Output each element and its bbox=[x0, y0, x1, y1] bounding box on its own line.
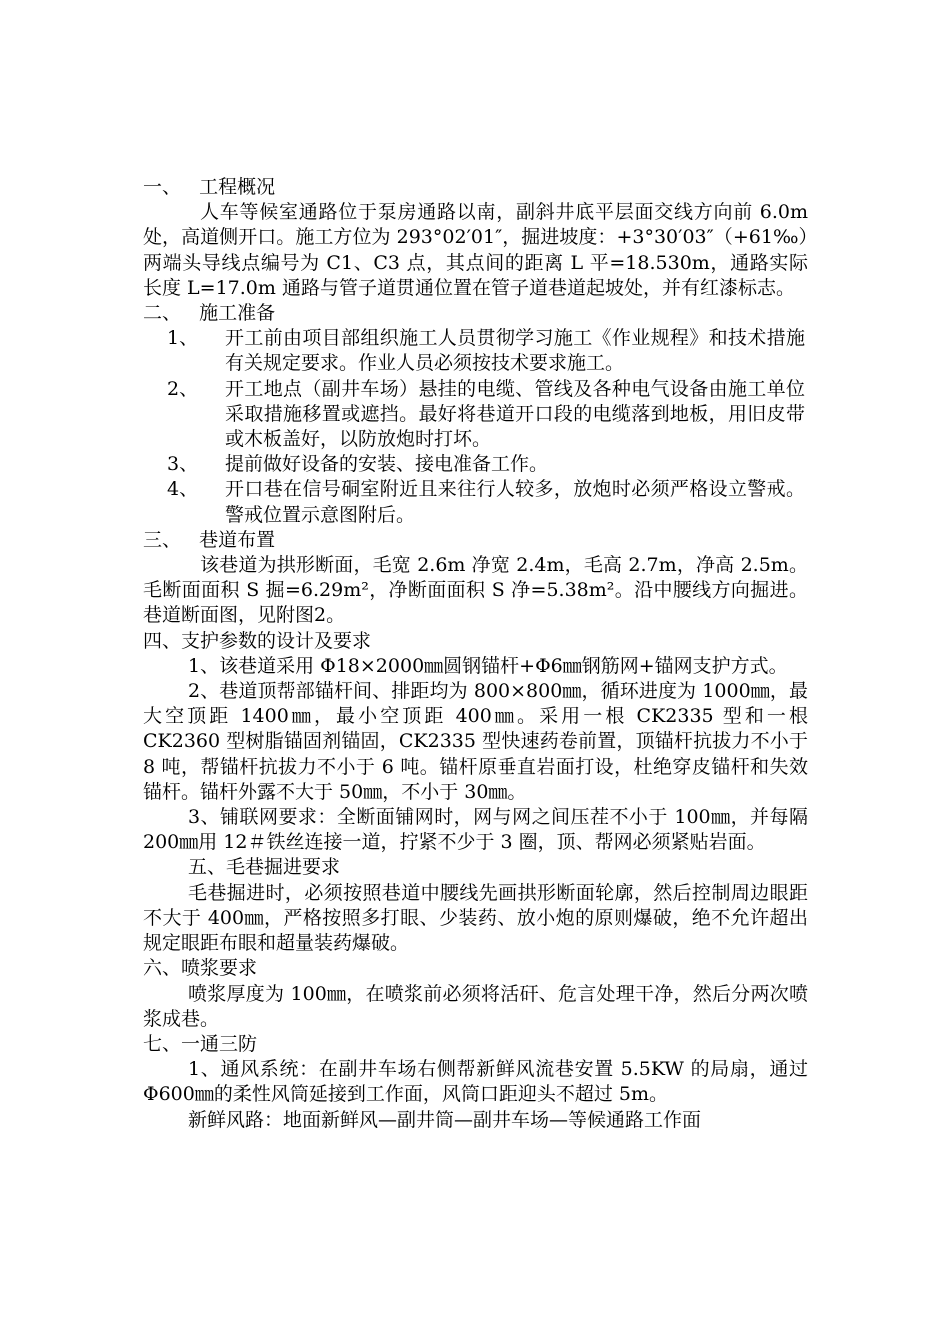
list-item-text: 开工前由项目部组织施工人员贯彻学习施工《作业规程》和技术措施有关规定要求。作业人员必须按技术要求施工。 bbox=[225, 327, 805, 375]
section-5-heading: 五、毛巷掘进要求 bbox=[188, 856, 341, 879]
list-item bbox=[143, 452, 808, 477]
document-body bbox=[143, 175, 808, 1133]
list-item-number: 2、 bbox=[167, 377, 199, 400]
list-item bbox=[143, 477, 808, 527]
list-item-number: 4、 bbox=[167, 478, 199, 501]
section-6-paragraph: 喷浆厚度为 100㎜，在喷浆前必须将活矸、危言处理干净，然后分两次喷浆成巷。 bbox=[143, 982, 808, 1030]
section-3-heading: 三、 巷道布置 bbox=[143, 528, 276, 551]
list-item bbox=[143, 326, 808, 376]
section-4-paragraph-3: 3、铺联网要求：全断面铺网时，网与网之间压茬不小于 100㎜，并每隔 200㎜用 12＃铁丝连接一道，拧紧不少于 3 圈，顶、帮网必须紧贴岩面。 bbox=[143, 806, 808, 854]
section-4-paragraph-2: 2、巷道顶帮部锚杆间、排距均为 800×800㎜，循环进度为 1000㎜，最大空顶距 1400㎜，最小空顶距 400㎜。采用一根 CK2335 型和一根 CK2360 型树脂锚固剂锚固，CK2335 型快速药卷前置，顶锚杆抗拔力不小于 8 吨，帮锚杆抗拔力不小于 6 吨。锚杆原垂直岩面打设，杜绝穿皮锚杆和失效锚杆。锚杆外露不大于 50㎜，不小于 30㎜。 bbox=[143, 680, 808, 803]
section-7-paragraph-1: 1、通风系统：在副井车场右侧帮新鲜风流巷安置 5.5KW 的局扇，通过 Φ600㎜的柔性风筒延接到工作面，风筒口距迎头不超过 5m。 bbox=[143, 1058, 808, 1106]
section-3-paragraph: 该巷道为拱形断面，毛宽 2.6m 净宽 2.4m，毛高 2.7m，净高 2.5m。毛断面面积 S 掘=6.29m²，净断面面积 S 净=5.38m²。沿中腰线方向掘进。巷道断面图，见附图2。 bbox=[143, 554, 808, 627]
section-4-heading: 四、支护参数的设计及要求 bbox=[143, 629, 372, 652]
list-item-text: 开工地点（副井车场）悬挂的电缆、管线及各种电气设备由施工单位采取措施移置或遮挡。最好将巷道开口段的电缆落到地板，用旧皮带或木板盖好，以防放炮时打坏。 bbox=[225, 377, 805, 451]
list-item bbox=[143, 377, 808, 453]
list-item-number: 1、 bbox=[167, 327, 199, 350]
section-4-paragraph-1: 1、该巷道采用 Φ18×2000㎜圆钢锚杆+Φ6㎜钢筋网+锚网支护方式。 bbox=[188, 654, 788, 677]
section-2-heading: 二、 施工准备 bbox=[143, 302, 276, 325]
section-1-paragraph: 人车等候室通路位于泵房通路以南，副斜井底平层面交线方向前 6.0m 处，高道侧开口。施工方位为 293°02′01″，掘进坡度：+3°30′03″（+61‰）两端头导线点编号为 C1、C3 点，其点间的距离 L 平=18.530m，通路实际长度 L=17.0m 通路与管子道贯通位置在管子道巷道起坡处，并有红漆标志。 bbox=[143, 201, 808, 299]
section-5-paragraph: 毛巷掘进时，必须按照巷道中腰线先画拱形断面轮廓，然后控制周边眼距不大于 400㎜，严格按照多打眼、少装药、放小炮的原则爆破，绝不允许超出规定眼距布眼和超量装药爆破。 bbox=[143, 881, 808, 955]
section-6-heading: 六、喷浆要求 bbox=[143, 957, 258, 980]
list-item-number: 3、 bbox=[167, 453, 199, 476]
list-item-text: 开口巷在信号硐室附近且来往行人较多，放炮时必须严格设立警戒。警戒位置示意图附后。 bbox=[225, 478, 805, 526]
section-7-paragraph-2: 新鲜风路：地面新鲜风—副井筒—副井车场—等候通路工作面 bbox=[188, 1108, 702, 1131]
list-item-text: 提前做好设备的安装、接电准备工作。 bbox=[225, 453, 549, 476]
section-7-heading: 七、一通三防 bbox=[143, 1032, 258, 1055]
section-1-heading: 一、 工程概况 bbox=[143, 176, 276, 198]
